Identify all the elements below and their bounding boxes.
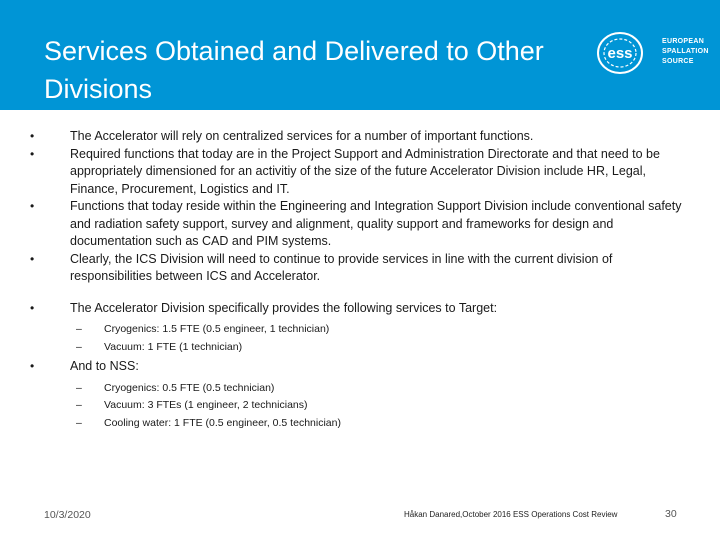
logo-mark-text: ess (607, 45, 633, 62)
slide-title: Services Obtained and Delivered to Other Divisions (44, 36, 544, 104)
bullet-item (28, 251, 688, 286)
sub-bullet-text: Cryogenics: 0.5 FTE (0.5 technician) (104, 381, 275, 394)
bullet-text: And to NSS: (70, 359, 139, 373)
footer-date: 10/3/2020 (44, 509, 91, 521)
logo-line: SPALLATION (662, 48, 709, 55)
sub-bullet-item (70, 397, 688, 415)
sub-bullet-list (70, 321, 688, 356)
sub-bullet-item (70, 415, 688, 433)
bullet-list (28, 128, 688, 434)
sub-bullet-text: Cryogenics: 1.5 FTE (0.5 engineer, 1 technician) (104, 323, 330, 335)
ess-logo-mark-icon (596, 30, 652, 76)
sub-bullet-item (70, 321, 688, 339)
bullet-item (28, 300, 688, 357)
ess-logo (596, 30, 712, 76)
sub-bullet-text: Vacuum: 3 FTEs (1 engineer, 2 technicians) (104, 399, 308, 411)
bullet-item (28, 198, 688, 251)
bullet-text: Functions that today reside within the Engineering and Integration Support Division include conventional safety and radiation safety support, survey and alignment, quality support and frameworks for design and documentation such as CAD and PIM systems. (70, 199, 682, 248)
bullet-text: The Accelerator will rely on centralized services for a number of important functions. (70, 129, 534, 143)
sub-bullet-text: Cooling water: 1 FTE (0.5 engineer, 0.5 technician) (104, 416, 341, 429)
bullet-dot-icon: • (30, 300, 35, 315)
bullet-dot-icon: • (30, 146, 35, 161)
dash-icon: – (76, 340, 82, 353)
bullet-text: The Accelerator Division specifically provides the following services to Target: (70, 300, 498, 315)
sub-bullet-item (70, 380, 688, 398)
sub-bullet-list (70, 380, 688, 433)
spacer (28, 286, 688, 300)
logo-wordmark (662, 37, 709, 67)
bullet-item (28, 128, 688, 146)
bullet-item (28, 146, 688, 199)
sub-bullet-text: Vacuum: 1 FTE (1 technician) (104, 340, 243, 353)
bullet-dot-icon: • (30, 251, 35, 266)
logo-line: EUROPEAN (662, 38, 705, 45)
dash-icon: – (76, 399, 82, 411)
bullet-text: Clearly, the ICS Division will need to continue to provide services in line with the current division of responsibilities between ICS and Accelerator. (70, 251, 613, 283)
sub-bullet-item (70, 339, 688, 357)
footer-presenter: Håkan Danared,October 2016 ESS Operations Cost Review (404, 510, 618, 519)
logo-line: SOURCE (662, 58, 694, 65)
dash-icon: – (76, 416, 82, 429)
bullet-dot-icon: • (30, 359, 35, 373)
bullet-dot-icon: • (30, 129, 35, 143)
bullet-dot-icon: • (30, 199, 35, 213)
bullet-text: Required functions that today are in the Project Support and Administration Directorate and that need to be appropriately dimensioned for an activitiy of the size of the future Accelerator Division include HR, Legal, Finance, Procurement, Logistics and IT. (70, 146, 660, 196)
dash-icon: – (76, 381, 82, 394)
page-number: 30 (665, 508, 677, 520)
bullet-item (28, 358, 688, 432)
title-bar (0, 0, 720, 110)
dash-icon: – (76, 323, 82, 335)
